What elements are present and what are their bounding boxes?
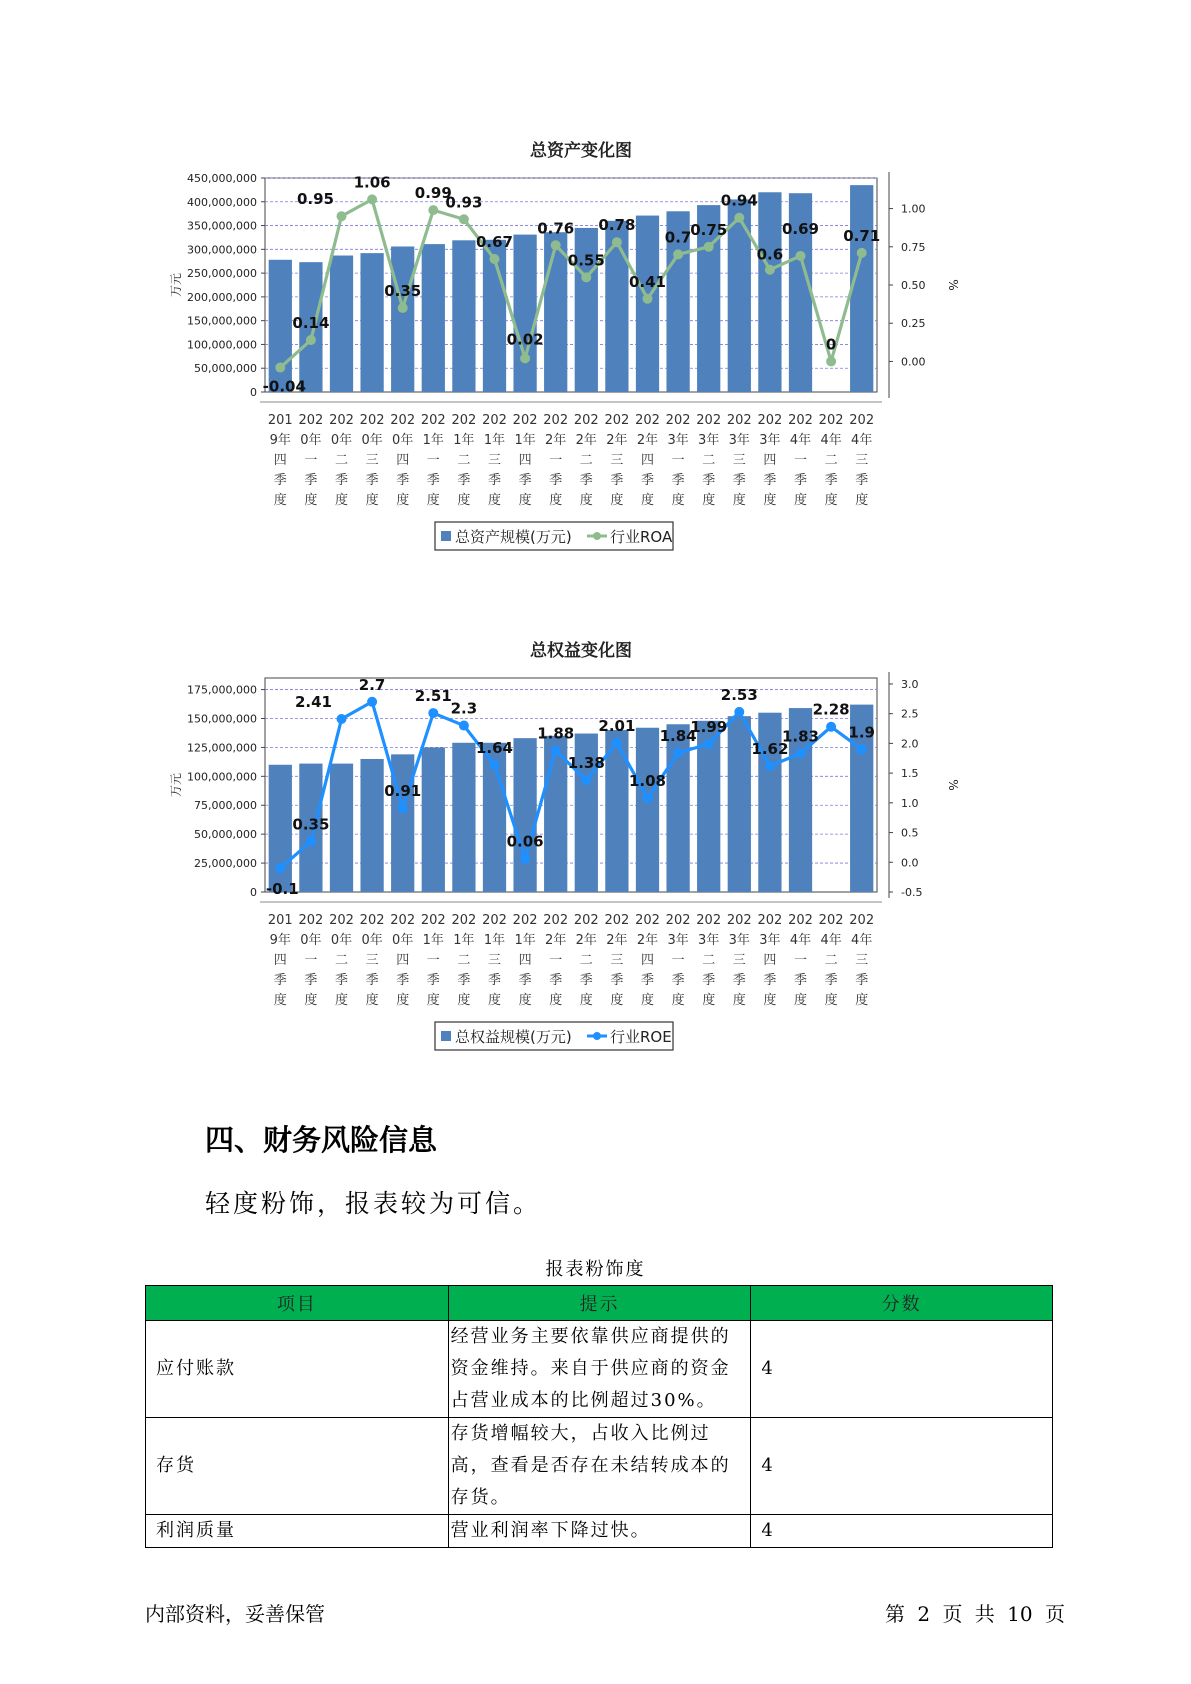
x-tick-label: 202 1年四季度 (512, 913, 538, 1008)
row-item: 应付账款 (146, 1321, 449, 1418)
table-row (146, 1418, 1053, 1515)
data-label: 0.91 (384, 782, 422, 801)
line-point (796, 748, 806, 758)
line-point (275, 863, 285, 873)
y-left-tick-label: 0 (250, 386, 257, 399)
x-tick-label: 202 3年二季度 (696, 413, 722, 508)
row-hint: 存货增幅较大，占收入比例过高，查看是否存在未结转成本的存货。 (448, 1418, 751, 1515)
legend-bar-swatch (441, 1031, 451, 1041)
data-label: 1.08 (628, 772, 667, 791)
data-label: 0.95 (296, 190, 335, 209)
y-left-tick-label: 400,000,000 (187, 195, 257, 209)
line-point (459, 214, 469, 224)
line-point (704, 739, 714, 749)
x-tick-label: 202 3年四季度 (757, 413, 783, 508)
bar (391, 246, 414, 392)
line-point (734, 707, 744, 717)
data-label: 1.38 (567, 754, 605, 773)
line-point (612, 237, 622, 247)
table-header-row (146, 1286, 1053, 1321)
x-tick-label: 202 3年一季度 (665, 413, 691, 508)
x-tick-label: 202 1年三季度 (482, 913, 507, 1008)
line-point (643, 294, 653, 304)
data-label: 0.6 (756, 245, 784, 264)
y-left-tick-label: 150,000,000 (187, 712, 257, 726)
data-label: 0.75 (690, 220, 728, 239)
data-label: 0.67 (475, 233, 514, 252)
data-label: 0.55 (567, 251, 605, 270)
y-left-unit-label: 万元 (169, 772, 183, 798)
data-label: 1.64 (475, 738, 514, 757)
line-point (428, 205, 438, 215)
y-left-tick-label: 100,000,000 (187, 338, 257, 352)
y-left-unit-label: 万元 (169, 272, 183, 298)
x-tick-label: 202 0年二季度 (329, 413, 354, 508)
line-point (857, 248, 867, 258)
x-tick-label: 202 0年一季度 (298, 913, 324, 1008)
bar (636, 728, 659, 892)
y-left-tick-label: 50,000,000 (194, 362, 257, 376)
x-tick-label: 202 1年四季度 (512, 413, 538, 508)
x-tick-label: 202 4年三季度 (849, 413, 875, 508)
row-score: 4 (751, 1418, 1053, 1515)
line-point (673, 748, 683, 758)
x-tick-label: 202 3年三季度 (726, 413, 752, 508)
total-assets-chart-svg (150, 140, 1050, 580)
x-tick-label: 202 2年三季度 (604, 913, 630, 1008)
chart-title: 总权益变化图 (530, 641, 632, 661)
data-label: 0.7 (664, 228, 692, 247)
legend-line-label: 行业ROA (610, 528, 673, 546)
risk-summary: 轻度粉饰，报表较为可信。 (205, 1189, 542, 1218)
data-label: 1.06 (353, 173, 391, 192)
data-label: 0.35 (384, 281, 422, 300)
table-row (146, 1321, 1053, 1418)
bar (360, 759, 383, 892)
plot-frame (265, 178, 877, 392)
x-tick-label: 202 2年四季度 (635, 413, 660, 508)
line-point (337, 211, 347, 221)
data-label: 0.35 (292, 815, 330, 834)
total-equity-chart-svg (150, 640, 1050, 1080)
y-left-tick-label: 125,000,000 (187, 741, 257, 755)
bar (452, 240, 475, 392)
y-right-tick-label: 1.0 (901, 796, 919, 810)
footer-page-number: 第 2 页 共 10 页 (885, 1602, 1065, 1626)
x-tick-label: 202 1年一季度 (420, 413, 446, 508)
data-label: 0.02 (506, 330, 544, 349)
line-point (459, 721, 469, 731)
line-point (826, 356, 836, 366)
x-tick-label: 202 0年四季度 (390, 913, 416, 1008)
data-label: 0.71 (843, 226, 881, 245)
data-label: 0.99 (414, 184, 452, 203)
legend-bar-label: 总资产规模(万元) (455, 528, 572, 546)
line-point (734, 213, 744, 223)
y-left-tick-label: 450,000,000 (187, 172, 257, 185)
row-hint: 营业利润率下降过快。 (448, 1515, 751, 1548)
x-tick-label: 202 1年二季度 (451, 913, 477, 1008)
y-right-tick-label: 1.00 (901, 202, 926, 216)
line-point (704, 242, 714, 252)
legend-bar-label: 总权益规模(万元) (455, 1028, 572, 1046)
y-left-tick-label: 25,000,000 (194, 857, 257, 871)
y-left-tick-label: 100,000,000 (187, 770, 257, 784)
x-tick-label: 202 4年一季度 (788, 413, 813, 508)
y-left-tick-label: 0 (250, 886, 257, 899)
whitewash-table (145, 1285, 1053, 1548)
line-point (581, 775, 591, 785)
x-tick-label: 202 2年二季度 (573, 913, 599, 1008)
data-label: 0.94 (720, 191, 758, 210)
y-right-unit-label: % (946, 779, 960, 791)
y-right-tick-label: 0.50 (901, 279, 926, 292)
chart-title: 总资产变化图 (530, 141, 632, 161)
total-assets-chart (150, 140, 1050, 580)
bar (513, 235, 536, 392)
x-tick-label: 202 1年一季度 (420, 913, 446, 1008)
data-label: 0.76 (537, 219, 575, 238)
bar (513, 738, 536, 892)
bar (758, 192, 781, 392)
x-tick-label: 202 2年一季度 (543, 413, 569, 508)
line-point (398, 303, 408, 313)
data-label: 1.88 (537, 724, 575, 743)
legend-line-label: 行业ROE (610, 1028, 672, 1046)
y-right-tick-label: 2.5 (901, 707, 919, 721)
y-left-tick-label: 75,000,000 (194, 799, 257, 813)
y-right-tick-label: -0.5 (901, 886, 923, 899)
y-right-tick-label: 0.0 (901, 856, 919, 870)
row-item: 存货 (146, 1418, 449, 1515)
y-left-tick-label: 350,000,000 (187, 219, 257, 233)
bar (728, 716, 751, 892)
bar (636, 216, 659, 392)
line-point (581, 272, 591, 282)
data-label: 0.93 (445, 193, 483, 212)
x-tick-label: 202 3年三季度 (726, 913, 752, 1008)
bar (728, 199, 751, 392)
line-point (306, 836, 316, 846)
data-label: 2.28 (812, 700, 850, 719)
footer-confidential: 内部资料，妥善保管 (145, 1602, 325, 1626)
y-left-tick-label: 200,000,000 (187, 290, 257, 304)
data-label: 2.41 (294, 693, 333, 712)
x-tick-label: 202 4年二季度 (818, 413, 844, 508)
data-label: 1.99 (690, 717, 728, 736)
row-score: 4 (751, 1321, 1053, 1418)
x-tick-label: 202 4年一季度 (788, 913, 813, 1008)
data-label: 0.14 (292, 314, 330, 333)
x-tick-label: 202 0年二季度 (329, 913, 354, 1008)
data-label: 1.84 (659, 726, 697, 745)
line-point (367, 697, 377, 707)
y-right-tick-label: 0.00 (901, 355, 926, 369)
y-left-tick-label: 250,000,000 (187, 267, 257, 281)
data-label: 0.41 (628, 272, 667, 291)
line-point (367, 194, 377, 204)
data-label: 0.06 (506, 832, 544, 851)
x-tick-label: 202 0年一季度 (298, 413, 324, 508)
y-right-tick-label: 0.25 (901, 317, 926, 331)
line-point (551, 746, 561, 756)
x-tick-label: 202 0年四季度 (390, 413, 416, 508)
header-hint: 提示 (448, 1286, 751, 1321)
line-point (551, 240, 561, 250)
x-tick-label: 201 9年四季度 (267, 913, 293, 1008)
total-equity-chart (150, 640, 1050, 1080)
y-right-tick-label: 0.75 (901, 240, 926, 254)
line-point (612, 738, 622, 748)
y-right-tick-label: 2.0 (901, 737, 919, 751)
x-tick-label: 202 4年三季度 (849, 913, 875, 1008)
y-right-tick-label: 3.0 (901, 677, 919, 691)
line-point (275, 363, 285, 373)
x-tick-label: 202 1年二季度 (451, 413, 477, 508)
x-tick-label: 202 0年三季度 (359, 913, 385, 1008)
data-label: 1.62 (751, 739, 789, 758)
data-label: -0.04 (262, 377, 306, 396)
line-point (490, 254, 500, 264)
bar (544, 232, 567, 392)
y-left-tick-label: 50,000,000 (194, 828, 257, 842)
data-label: 2.01 (598, 716, 636, 735)
line-point (673, 249, 683, 259)
line-point (643, 793, 653, 803)
x-tick-label: 202 4年二季度 (818, 913, 844, 1008)
row-score: 4 (751, 1515, 1053, 1548)
line-point (490, 760, 500, 770)
line-point (306, 335, 316, 345)
line-point (765, 265, 775, 275)
y-right-tick-label: 1.5 (901, 767, 919, 781)
table-row (146, 1515, 1053, 1548)
legend-line-marker (593, 1032, 601, 1040)
line-point (520, 854, 530, 864)
legend-bar-swatch (441, 531, 451, 541)
data-label: 2.51 (414, 687, 452, 706)
bar (330, 256, 353, 392)
data-label: 1.9 (848, 723, 875, 742)
header-item: 项目 (146, 1286, 449, 1321)
data-label: 0 (825, 335, 837, 354)
data-label: -0.1 (265, 880, 299, 899)
y-left-tick-label: 150,000,000 (187, 314, 257, 328)
bar (422, 747, 445, 892)
data-label: 0.69 (781, 219, 820, 238)
bar (452, 743, 475, 892)
x-tick-label: 202 2年三季度 (604, 413, 630, 508)
legend-line-marker (593, 532, 601, 540)
x-tick-label: 202 2年二季度 (573, 413, 599, 508)
bar (422, 244, 445, 392)
section-heading: 四、财务风险信息 (205, 1123, 438, 1157)
bar (360, 253, 383, 392)
line-point (857, 744, 867, 754)
header-score: 分数 (751, 1286, 1053, 1321)
y-left-tick-label: 175,000,000 (187, 683, 257, 697)
row-item: 利润质量 (146, 1515, 449, 1548)
line-point (428, 708, 438, 718)
table-caption: 报表粉饰度 (545, 1259, 646, 1280)
line-point (337, 714, 347, 724)
y-left-tick-label: 300,000,000 (187, 243, 257, 257)
x-tick-label: 202 3年四季度 (757, 913, 783, 1008)
x-tick-label: 202 1年三季度 (482, 413, 507, 508)
y-right-tick-label: 0.5 (901, 826, 919, 840)
x-tick-label: 201 9年四季度 (267, 413, 293, 508)
line-point (398, 803, 408, 813)
row-hint: 经营业务主要依靠供应商提供的资金维持。来自于供应商的资金占营业成本的比例超过30%。 (448, 1321, 751, 1418)
x-tick-label: 202 3年二季度 (696, 913, 722, 1008)
data-label: 2.3 (450, 699, 478, 718)
data-label: 1.83 (781, 727, 820, 746)
data-label: 0.78 (598, 216, 636, 235)
line-point (796, 251, 806, 261)
x-tick-label: 202 2年一季度 (543, 913, 569, 1008)
data-label: 2.53 (720, 685, 758, 704)
x-tick-label: 202 0年三季度 (359, 413, 385, 508)
data-label: 2.7 (358, 675, 386, 694)
bar (850, 185, 873, 392)
line-point (826, 722, 836, 732)
line-point (520, 353, 530, 363)
x-tick-label: 202 2年四季度 (635, 913, 660, 1008)
y-right-unit-label: % (946, 279, 960, 291)
x-tick-label: 202 3年一季度 (665, 913, 691, 1008)
line-point (765, 761, 775, 771)
bar (330, 764, 353, 892)
